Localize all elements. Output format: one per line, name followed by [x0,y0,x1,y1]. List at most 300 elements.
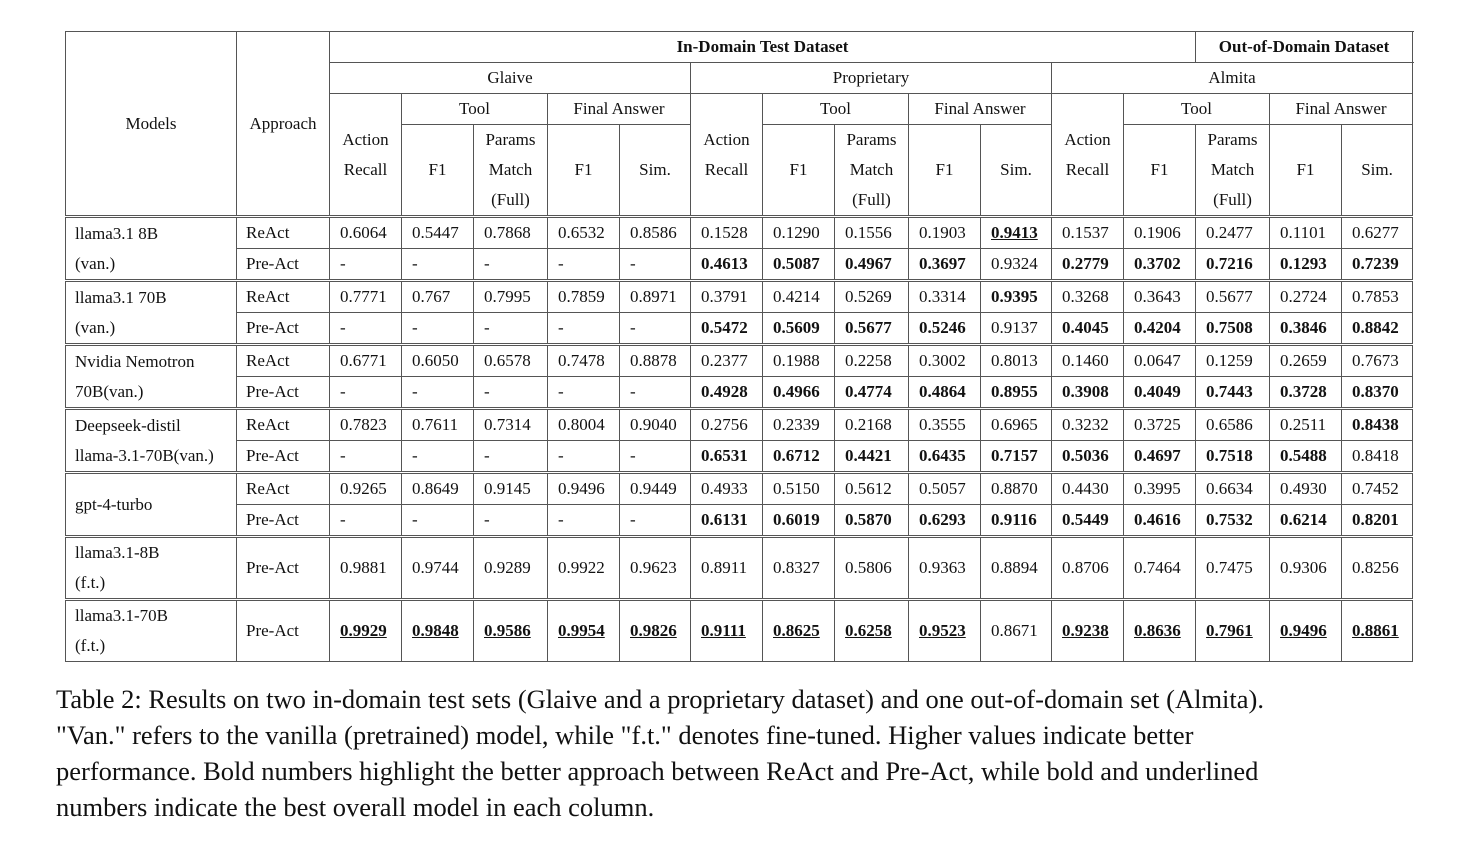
header-action-recall: Action Recall [691,94,763,217]
value-text: 0.8955 [991,382,1038,401]
value-cell [1124,441,1196,473]
value-cell: 0.1903 [909,217,981,249]
value-cell: - [620,249,691,281]
value-cell: 0.9363 [909,537,981,600]
value-cell: - [548,441,620,473]
model-name-line: llama3.1-70B [75,606,169,625]
value-text: 0.9826 [630,621,677,640]
value-cell: 0.9040 [620,409,691,441]
value-text: 0.7518 [1206,446,1253,465]
value-cell [1052,505,1124,537]
value-cell [981,377,1052,409]
value-cell: 0.8870 [981,473,1052,505]
value-cell: 0.8894 [981,537,1052,600]
value-cell [691,377,763,409]
value-text: 0.7157 [991,446,1038,465]
value-text: 0.6712 [773,446,820,465]
model-name [66,537,237,600]
value-cell [1196,441,1270,473]
value-cell: 0.2258 [835,345,909,377]
value-cell: 0.8878 [620,345,691,377]
value-cell: - [620,505,691,537]
value-cell: - [330,441,402,473]
value-cell: 0.2511 [1270,409,1342,441]
value-cell: - [474,313,548,345]
model-name [66,473,237,537]
value-text: 0.6131 [701,510,748,529]
value-text: 0.7961 [1206,621,1253,640]
value-cell: - [548,313,620,345]
table-row [66,377,1413,409]
model-name-line: llama3.1-8B [75,543,160,562]
value-cell: 0.1259 [1196,345,1270,377]
value-text: 0.8861 [1352,621,1399,640]
value-text: 0.7239 [1352,254,1399,273]
model-name-line: (f.t.) [75,636,106,655]
value-cell [1196,505,1270,537]
header-approach: Approach [237,32,330,217]
value-cell: 0.9881 [330,537,402,600]
value-text: 0.4774 [845,382,892,401]
value-cell [620,600,691,662]
value-cell: 0.6965 [981,409,1052,441]
value-cell: 0.1537 [1052,217,1124,249]
value-cell [763,441,835,473]
model-group [66,537,1413,600]
value-cell: 0.3791 [691,281,763,313]
value-cell: - [330,313,402,345]
value-text: 0.4045 [1062,318,1109,337]
value-cell: 0.7771 [330,281,402,313]
model-name-line: llama3.1 70B [75,287,167,307]
caption-line: numbers indicate the best overall model in each column. [56,792,655,822]
value-cell [981,217,1052,249]
value-cell: - [548,377,620,409]
header-f1: F1 [548,125,620,217]
value-text: 0.9523 [919,621,966,640]
approach-cell: ReAct [237,473,330,505]
value-cell: 0.8706 [1052,537,1124,600]
value-cell: 0.2477 [1196,217,1270,249]
value-text: 0.9238 [1062,621,1109,640]
table-row [66,281,1413,313]
model-name [66,600,237,662]
value-cell: 0.2168 [835,409,909,441]
value-cell: 0.6050 [402,345,474,377]
value-cell [548,600,620,662]
value-cell: 0.9324 [981,249,1052,281]
value-cell: - [330,377,402,409]
value-cell: - [474,249,548,281]
value-cell: 0.1460 [1052,345,1124,377]
caption-line: Table 2: Results on two in-domain test sets (Glaive and a proprietary dataset) and one out-of-domain set (Almita). [56,684,1264,714]
header-final-answer: Final Answer [548,94,691,125]
value-cell: 0.7823 [330,409,402,441]
value-cell [909,600,981,662]
table-row [66,345,1413,377]
value-cell [1342,313,1413,345]
value-cell: 0.2724 [1270,281,1342,313]
value-cell [691,600,763,662]
value-cell [1270,313,1342,345]
value-cell: - [620,377,691,409]
approach-cell: ReAct [237,217,330,249]
value-text: 0.8438 [1352,415,1399,434]
approach-cell: ReAct [237,409,330,441]
value-text: 0.6531 [701,446,748,465]
header-action-recall: Action Recall [1052,94,1124,217]
value-cell: 0.3268 [1052,281,1124,313]
value-cell: - [402,441,474,473]
value-text: 0.5870 [845,510,892,529]
approach-cell: ReAct [237,345,330,377]
value-cell [981,505,1052,537]
approach-cell: Pre-Act [237,313,330,345]
value-text: 0.6258 [845,621,892,640]
header-f1: F1 [1270,125,1342,217]
caption-line: "Van." refers to the vanilla (pretrained) model, while "f.t." denotes fine-tuned. Higher values indicate better [56,720,1194,750]
header-sim: Sim. [981,125,1052,217]
value-cell: - [402,505,474,537]
value-cell [981,281,1052,313]
table-row [66,505,1413,537]
value-cell [474,600,548,662]
approach-cell: Pre-Act [237,441,330,473]
model-name-line: llama-3.1-70B(van.) [75,445,214,465]
model-group [66,281,1413,345]
value-cell: 0.8327 [763,537,835,600]
header-tool: Tool [763,94,909,125]
value-cell: 0.1101 [1270,217,1342,249]
value-cell: 0.5677 [1196,281,1270,313]
model-group [66,600,1413,662]
value-cell [909,505,981,537]
value-text: 0.6214 [1280,510,1327,529]
value-cell: - [548,505,620,537]
value-text: 0.9848 [412,621,459,640]
value-text: 0.5036 [1062,446,1109,465]
value-cell [402,600,474,662]
value-cell [1052,441,1124,473]
header-out-domain: Out-of-Domain Dataset [1196,32,1413,63]
value-cell: - [620,313,691,345]
value-cell: 0.1988 [763,345,835,377]
value-text: 0.3846 [1280,318,1327,337]
value-cell: 0.6532 [548,217,620,249]
value-cell [763,600,835,662]
value-text: 0.9586 [484,621,531,640]
value-cell [1052,313,1124,345]
value-cell: 0.5269 [835,281,909,313]
value-cell: 0.8586 [620,217,691,249]
value-cell [1124,600,1196,662]
value-cell: 0.9306 [1270,537,1342,600]
value-cell [1342,377,1413,409]
value-cell: 0.6634 [1196,473,1270,505]
value-text: 0.5609 [773,318,820,337]
value-cell [835,600,909,662]
value-cell [330,600,402,662]
value-text: 0.4967 [845,254,892,273]
value-cell [1342,409,1413,441]
model-name-line: Deepseek-distil [75,415,181,435]
table-row [66,249,1413,281]
value-cell: 0.8911 [691,537,763,600]
value-text: 0.4204 [1134,318,1181,337]
value-text: 0.5472 [701,318,748,337]
value-cell: 0.1556 [835,217,909,249]
model-group [66,473,1413,537]
value-text: 0.4697 [1134,446,1181,465]
value-cell: - [474,441,548,473]
value-cell: 0.8671 [981,600,1052,662]
value-cell: 0.7464 [1124,537,1196,600]
header-sim: Sim. [620,125,691,217]
value-cell: 0.5150 [763,473,835,505]
header-models: Models [66,32,237,217]
approach-cell: Pre-Act [237,249,330,281]
value-cell [835,377,909,409]
value-cell: 0.4933 [691,473,763,505]
model-name [66,217,237,281]
value-text: 0.4928 [701,382,748,401]
model-name [66,409,237,473]
value-cell: 0.9265 [330,473,402,505]
header-f1: F1 [1124,125,1196,217]
value-cell: 0.1290 [763,217,835,249]
value-cell [909,313,981,345]
value-text: 0.3697 [919,254,966,273]
table-row [66,313,1413,345]
value-cell: 0.8013 [981,345,1052,377]
model-name [66,281,237,345]
value-cell: 0.6277 [1342,217,1413,249]
model-group [66,409,1413,473]
value-cell: 0.1906 [1124,217,1196,249]
value-cell: 0.8649 [402,473,474,505]
value-cell: 0.2377 [691,345,763,377]
header-final-answer: Final Answer [1270,94,1413,125]
value-cell: 0.7859 [548,281,620,313]
value-text: 0.5488 [1280,446,1327,465]
value-text: 0.8636 [1134,621,1181,640]
table-header [66,32,1413,217]
value-text: 0.8625 [773,621,820,640]
value-cell: 0.9289 [474,537,548,600]
value-text: 0.8842 [1352,318,1399,337]
table-row [66,409,1413,441]
model-name-line: (f.t.) [75,573,106,592]
value-cell: 0.7611 [402,409,474,441]
model-name-line: gpt-4-turbo [75,494,153,514]
value-text: 0.6435 [919,446,966,465]
value-cell [1342,600,1413,662]
value-text: 0.3908 [1062,382,1109,401]
value-cell [691,505,763,537]
value-cell: - [330,505,402,537]
value-text: 0.9395 [991,287,1038,306]
value-cell: - [548,249,620,281]
value-cell: 0.3555 [909,409,981,441]
value-cell: 0.3725 [1124,409,1196,441]
table-row [66,217,1413,249]
value-text: 0.6293 [919,510,966,529]
approach-cell: Pre-Act [237,600,330,662]
value-cell [763,505,835,537]
value-cell: 0.8971 [620,281,691,313]
approach-cell: Pre-Act [237,505,330,537]
value-cell: 0.9137 [981,313,1052,345]
value-cell [691,441,763,473]
value-cell: 0.2339 [763,409,835,441]
value-cell [909,377,981,409]
value-cell: 0.0647 [1124,345,1196,377]
value-text: 0.5246 [919,318,966,337]
value-text: 0.4616 [1134,510,1181,529]
value-text: 0.4864 [919,382,966,401]
value-text: 0.7216 [1206,254,1253,273]
table-row [66,600,1413,662]
value-cell: 0.3002 [909,345,981,377]
value-cell [763,249,835,281]
value-cell: 0.9744 [402,537,474,600]
value-cell [691,249,763,281]
value-text: 0.9111 [701,621,746,640]
value-cell [763,377,835,409]
value-text: 0.4966 [773,382,820,401]
value-text: 0.7508 [1206,318,1253,337]
value-text: 0.8201 [1352,510,1399,529]
value-cell [1124,313,1196,345]
value-cell: 0.1528 [691,217,763,249]
header-tool: Tool [1124,94,1270,125]
value-cell [835,249,909,281]
value-text: 0.9496 [1280,621,1327,640]
value-cell: - [402,377,474,409]
value-cell: 0.9623 [620,537,691,600]
results-table [65,31,1413,662]
header-action-recall: Action Recall [330,94,402,217]
value-cell: - [474,377,548,409]
value-cell: 0.7452 [1342,473,1413,505]
value-text: 0.1293 [1280,254,1327,273]
value-cell: 0.3232 [1052,409,1124,441]
model-name-line: 70B(van.) [75,381,144,401]
value-cell: 0.6586 [1196,409,1270,441]
value-cell: 0.8256 [1342,537,1413,600]
model-name-line: Nvidia Nemotron [75,351,195,371]
value-cell: 0.7475 [1196,537,1270,600]
value-cell [1270,441,1342,473]
value-text: 0.8370 [1352,382,1399,401]
value-cell [1052,249,1124,281]
value-cell [1342,249,1413,281]
value-cell: 0.5447 [402,217,474,249]
value-cell [1196,313,1270,345]
header-final-answer: Final Answer [909,94,1052,125]
value-cell [1052,600,1124,662]
value-text: 0.6019 [773,510,820,529]
model-name-line: llama3.1 8B [75,223,159,243]
value-text: 0.4421 [845,446,892,465]
value-cell: 0.7478 [548,345,620,377]
value-cell [835,505,909,537]
value-cell [1124,505,1196,537]
value-cell [1270,600,1342,662]
value-cell: 0.5612 [835,473,909,505]
value-cell: 0.7853 [1342,281,1413,313]
value-cell: 0.7673 [1342,345,1413,377]
value-cell [1196,600,1270,662]
value-text: 0.9413 [991,223,1038,242]
value-cell: 0.3314 [909,281,981,313]
value-cell: 0.6064 [330,217,402,249]
header-params-match: Params Match (Full) [474,125,548,217]
header-f1: F1 [909,125,981,217]
value-cell: 0.7314 [474,409,548,441]
value-cell: 0.2659 [1270,345,1342,377]
header-params-match: Params Match (Full) [835,125,909,217]
value-cell: - [402,249,474,281]
value-cell [835,441,909,473]
caption-line: performance. Bold numbers highlight the better approach between ReAct and Pre-Act, while bold and underlined [56,756,1259,786]
value-cell [981,441,1052,473]
value-cell: 0.7995 [474,281,548,313]
value-text: 0.9116 [991,510,1037,529]
table-row [66,441,1413,473]
value-text: 0.7443 [1206,382,1253,401]
value-cell: 0.2756 [691,409,763,441]
value-cell [1196,377,1270,409]
value-cell: 0.4930 [1270,473,1342,505]
value-text: 0.4613 [701,254,748,273]
value-cell: 0.9145 [474,473,548,505]
approach-cell: Pre-Act [237,377,330,409]
value-cell: 0.4214 [763,281,835,313]
value-cell: 0.767 [402,281,474,313]
value-cell: 0.9449 [620,473,691,505]
value-cell: 0.9922 [548,537,620,600]
value-cell: 0.5806 [835,537,909,600]
approach-cell: Pre-Act [237,537,330,600]
value-cell: 0.6771 [330,345,402,377]
model-name-line: (van.) [75,317,116,337]
value-cell [1270,249,1342,281]
header-f1: F1 [402,125,474,217]
value-text: 0.7532 [1206,510,1253,529]
value-text: 0.9929 [340,621,387,640]
value-cell: 0.4430 [1052,473,1124,505]
value-cell: 0.8418 [1342,441,1413,473]
table-caption [56,681,1420,825]
value-text: 0.5087 [773,254,820,273]
value-cell: 0.7868 [474,217,548,249]
value-cell: 0.3643 [1124,281,1196,313]
value-text: 0.2779 [1062,254,1109,273]
value-cell: 0.5057 [909,473,981,505]
value-cell [691,313,763,345]
approach-cell: ReAct [237,281,330,313]
header-almita: Almita [1052,63,1413,94]
model-group [66,345,1413,409]
value-cell: 0.8004 [548,409,620,441]
value-cell [835,313,909,345]
value-cell [909,249,981,281]
value-cell [1124,377,1196,409]
header-f1: F1 [763,125,835,217]
value-cell [909,441,981,473]
value-cell: 0.6578 [474,345,548,377]
